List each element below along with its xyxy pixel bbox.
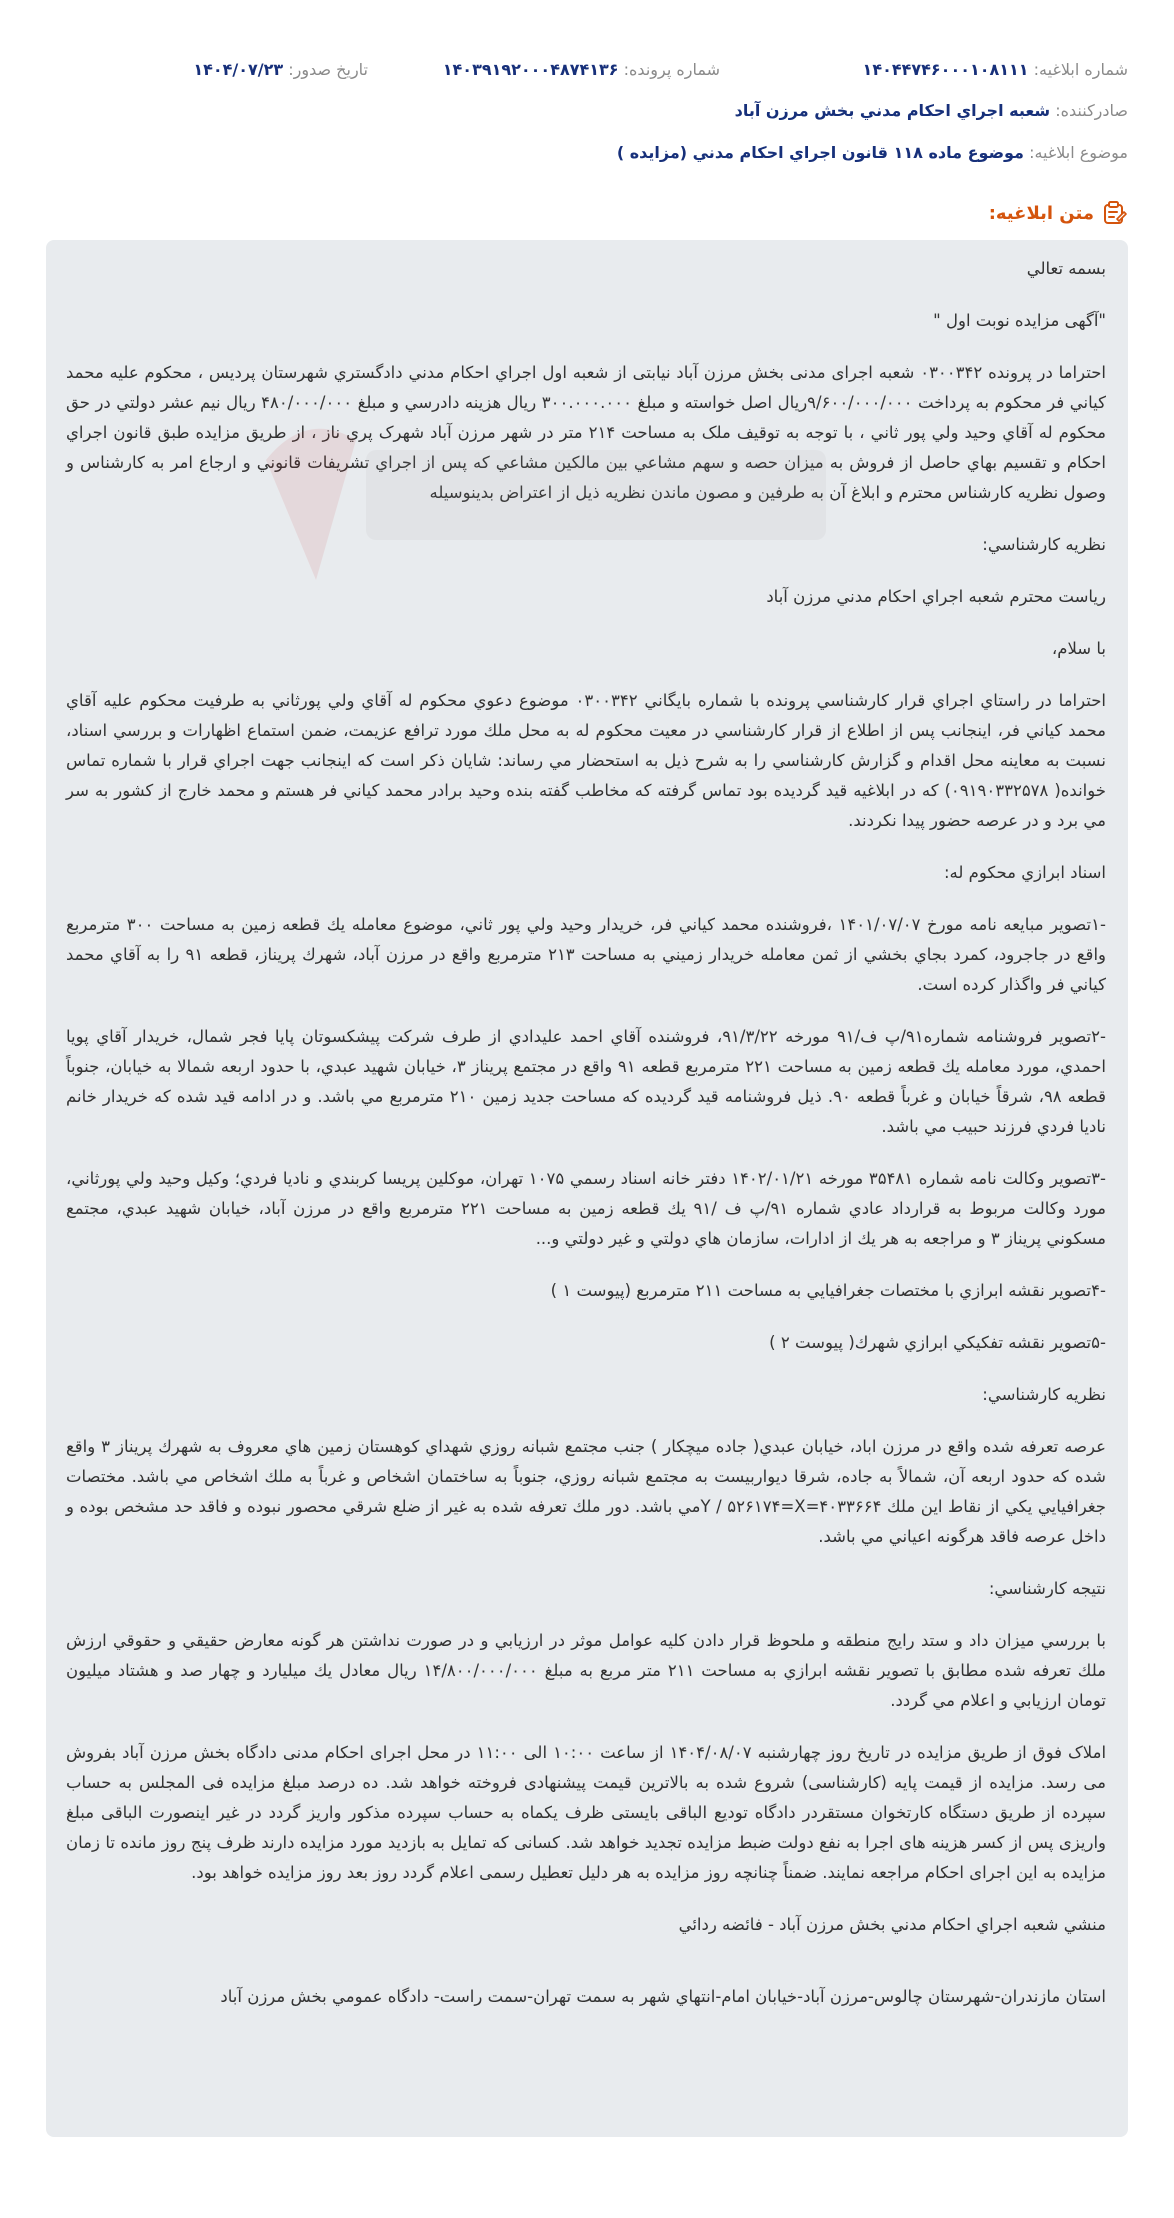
paragraph-15: عرصه تعرفه شده واقع در مرزن اباد، خيابان عبدي( جاده ميچکار ) جنب مجتمع شبانه روزي شهداي کوهستان زمين هاي معروف به شهرك پريناز ۳ واقع شده که حدود اربعه آن، شمالاً به جاده، شرقا ديواربيست به مجتمع شبانه روزي، جنوباً به ساختمان اشخاص و غرباً به ملك اشخاص مي باشد. مختصات جغرافيايي يکي از نقاط اين ملك ۴۰۳۳۶۶۴=Y / ۵۲۶۱۷۴=Xمي باشد. دور ملك تعرفه شده به غير از ضلع شرقي محصور نبوده و فاقد حد مشخص بوده و داخل عرصه فاقد هرگونه اعياني مي باشد. <box>66 1437 1107 1546</box>
paragraph-14: نظريه کارشناسي: <box>982 1385 1106 1404</box>
issue-date: تاريخ صدور: ۱۴۰۴/۰۷/۲۳ <box>193 60 368 79</box>
paragraph-9: -۱تصوير مبايعه نامه مورخ ۱۴۰۱/۰۷/۰۷ ،فروشنده محمد کياني فر، خريدار وحيد ولي پور ثاني، موضوع معامله يك قطعه زمين به مساحت ۳۰۰ مترمربع واقع در جاجرود، کمرد بجاي بخشي از ثمن معامله خريدار زميني به مساحت ۲۱۳ مترمربع واقع در مرزن آباد، شهرك پريناز، قطعه ۹۱ را به آقاي محمد کياني فر واگذار کرده است. <box>66 915 1106 994</box>
paragraph-5: رياست محترم شعبه اجراي احکام مدني مرزن آباد <box>766 587 1106 606</box>
paragraph-2: "آگهی مزایده نوبت اول " <box>933 311 1106 330</box>
paragraph-10: -۲تصوير فروشنامه شماره۹۱/پ ف/۹۱ مورخه ۹۱/۳/۲۲، فروشنده آقاي احمد عليدادي از طرف شرکت پيشکسوتان پايا فجر شمال، خريدار آقاي پويا احمدي، مورد معامله يك قطعه زمين به مساحت ۲۲۱ مترمربع قطعه ۹۱ واقع در مجتمع پريناز ۳، خيابان شهيد عبدي، با حدود اربعه شمالا به خيابان، جنوباً قطعه ۹۸، شرقاً خيابان و غرباً قطعه ۹۰. ذيل فروشنامه قيد گرديده که مساحت جديد زمين ۲۱۰ مترمربع مي باشد. و در ادامه قيد شده که خريدار خانم ناديا فردي فرزند حبيب مي باشد. <box>66 1027 1106 1136</box>
subject-label: موضوع ابلاغيه: <box>1029 143 1128 162</box>
issuer-value: شعبه اجراي احکام مدني بخش مرزن آباد <box>734 101 1051 120</box>
paragraph-19: منشي شعبه اجراي احکام مدني بخش مرزن آباد - فائضه ردائي <box>678 1915 1106 1934</box>
issuer-label: صادرکننده: <box>1055 101 1128 120</box>
paragraph-6: با سلام، <box>1051 639 1106 658</box>
notice-body <box>46 240 1128 2137</box>
case-number: شماره پرونده: ۱۴۰۳۹۱۹۲۰۰۰۴۸۷۴۱۳۶ <box>442 60 720 79</box>
section-title-text: متن ابلاغيه: <box>988 202 1094 224</box>
paragraph-11: -۳تصوير وکالت نامه شماره ۳۵۴۸۱ مورخه ۱۴۰۲/۰۱/۲۱ دفتر خانه اسناد رسمي ۱۰۷۵ تهران، موکلين پريسا کربندي و ناديا فردي؛ وکيل وحيد ولي پورثاني، مورد وکالت مربوط به قرارداد عادي شماره ۹۱/پ ف /۹۱ يك قطعه زمين به مساحت ۲۲۱ مترمربع واقع در مرزن آباد، خيابان شهيد عبدي، مجتمع مسکوني پريناز ۳ و مراجعه به هر يك از ادارات، سازمان هاي دولتي و غير دولتي و... <box>66 1169 1106 1248</box>
paragraph-12: -۴تصوير نقشه ابرازي با مختصات جغرافيايي به مساحت ۲۱۱ مترمربع (پيوست ۱ ) <box>550 1281 1106 1300</box>
paragraph-20: استان مازندران-شهرستان چالوس-مرزن آباد-خيابان امام-انتهاي شهر به سمت تهران-سمت راست- دادگاه عمومي بخش مرزن آباد <box>220 1987 1106 2006</box>
paragraph-16: نتيجه کارشناسي: <box>988 1579 1106 1598</box>
subject-value: موضوع ماده ۱۱۸ قانون اجراي احکام مدني (مزايده ) <box>616 143 1024 162</box>
paragraph-1: بسمه تعالي <box>1026 259 1106 278</box>
paragraph-7: احتراما در راستاي اجراي قرار کارشناسي پرونده با شماره بايگاني ۰۳۰۰۳۴۲ موضوع دعوي محکوم له آقاي ولي پورثاني به طرفيت محکوم عليه آقاي محمد کياني فر، اينجانب پس از اطلاع از قرار کارشناسي در معيت محکوم له به محل ملك مورد ترافع عزيمت، ضمن استماع اظهارات و بررسي اسناد، نسبت به معاينه محل اقدام و گزارش کارشناسي را به شرح ذيل به استحضار مي رساند: شايان ذکر است که اينجانب جهت اجراي قرار با شماره تماس خوانده( ۰۹۱۹۰۳۳۲۵۷۸) که در ابلاغيه قيد گرديده بود تماس گرفته که مخاطب گفته بنده وحيد برادر محمد کياني فر هستم و محمد خارج از کشور به سر مي برد و در عرصه حضور پيدا نکردند. <box>66 691 1106 830</box>
paragraph-13: -۵تصوير نقشه تفکيکي ابرازي شهرك( پيوست ۲ ) <box>769 1333 1106 1352</box>
issuer-row <box>46 96 1128 126</box>
notice-number: شماره ابلاغيه: ۱۴۰۴۴۷۴۶۰۰۰۱۰۸۱۱۱ <box>862 60 1128 79</box>
section-title <box>989 196 1128 230</box>
subject-row <box>46 138 1128 168</box>
document-edit-icon <box>1102 200 1128 226</box>
paragraph-4: نظريه کارشناسي: <box>982 535 1106 554</box>
paragraph-8: اسناد ابرازي محکوم له: <box>943 863 1106 882</box>
paragraph-3: احتراما در پرونده ۰۳۰۰۳۴۲ شعبه اجرای مدنی بخش مرزن آباد نیابتی از شعبه اول اجراي احکام مدني دادگستري شهرستان پرديس ، محکوم عليه محمد کياني فر محکوم به پرداخت ۹/۶۰۰/۰۰۰/۰۰۰ريال اصل خواسته و مبلغ ۳۰۰.۰۰۰.۰۰۰ ريال هزينه دادرسي و مبلغ ۴۸۰/۰۰۰/۰۰۰ ريال نيم عشر دولتي در حق محکوم له آقاي وحيد ولي پور ثاني ، با توجه به توقيف ملک به مساحت ۲۱۴ متر در شهر مرزن آباد شهرک پري ناز ، از طريق مزايده طبق قانون اجراي احکام و تقسيم بهاي حاصل از فروش به ميزان حصه و سهم مشاعي بين مالکين مشاعي که پس از اجراي تشريفات قانوني و ارجاع امر به کارشناس و وصول نظريه کارشناس محترم و ابلاغ آن به طرفين و مصون ماندن نظريه ذيل از اعتراض بدينوسيله <box>66 363 1107 502</box>
paragraph-18: املاک فوق از طريق مزايده در تاريخ روز چهارشنبه ۱۴۰۴/۰۸/۰۷ از ساعت ۱۰:۰۰ الی ۱۱:۰۰ در محل اجرای احکام مدنی دادگاه بخش مرزن آباد بفروش می رسد. مزايده از قيمت پايه (کارشناسی) شروع شده به بالاترين قيمت پيشنهادی فروخته خواهد شد. ده درصد مبلغ مزايده فی المجلس به حساب سپرده از طريق دستگاه کارتخوان مستقردر دادگاه توديع الباقی بايستی ظرف يکماه به حساب سپرده مذکور واريز گردد در غير اينصورت الباقی مبلغ واريزی پس از کسر هزينه های اجرا به نفع دولت ضبط مزايده تجديد خواهد شد. کسانی که تمايل به بازديد مورد مزايده دارند ظرف پنج روز مانده تا زمان مزايده به اين اجرای احکام مراجعه نمايند. ضمناً چنانچه روز مزايده به هر دليل تعطيل رسمی اعلام گردد روز بعد روز مزايده خواهد بود. <box>66 1743 1107 1882</box>
meta-row-numbers <box>46 55 1128 85</box>
paragraph-17: با بررسي ميزان داد و ستد رايج منطقه و ملحوظ قرار دادن کليه عوامل موثر در ارزيابي و در صورت نداشتن هر گونه معارض حقيقي و حقوقي ارزش ملك تعرفه شده مطابق با تصوير نقشه ابرازي به مساحت ۲۱۱ متر مربع به مبلغ ۱۴/۸۰۰/۰۰۰/۰۰۰ ريال معادل يك ميليارد و چهار صد و هشتاد ميليون تومان ارزيابي و اعلام مي گردد. <box>66 1631 1106 1710</box>
